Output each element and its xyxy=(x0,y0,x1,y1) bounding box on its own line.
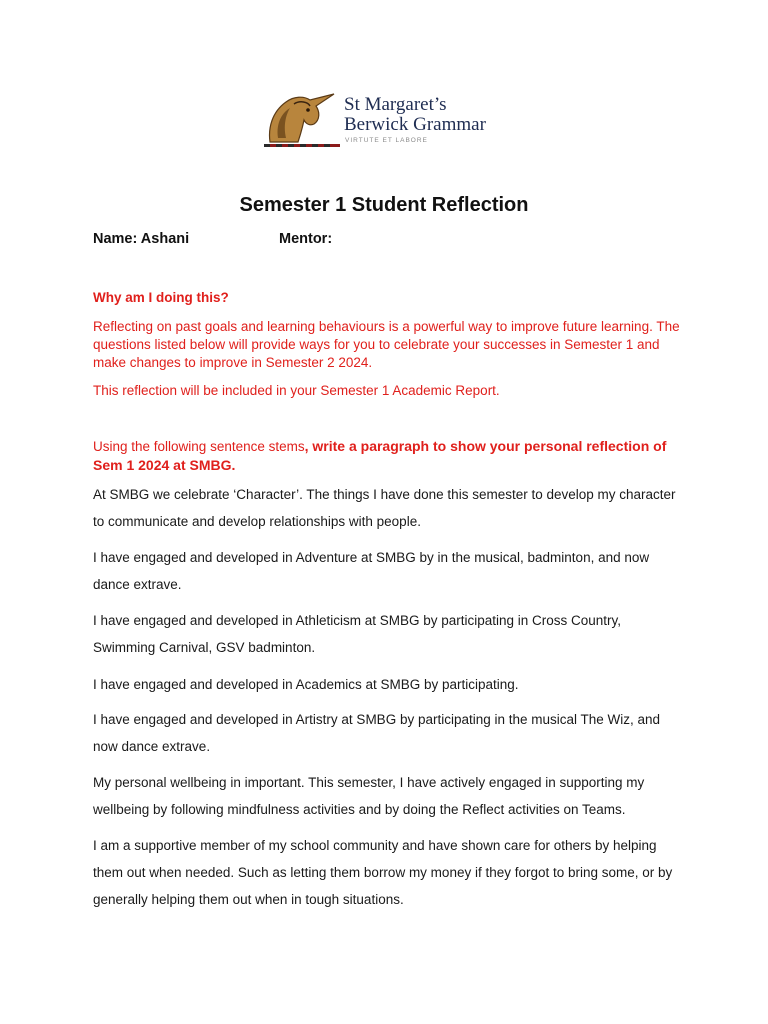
reflection-wellbeing: My personal wellbeing in important. This semester, I have actively engaged in supporting my wellbeing by following mindfulness activities and by doing the Reflect activities on Teams. xyxy=(93,775,645,817)
intro-report-note: This reflection will be included in your Semester 1 Academic Report. xyxy=(93,383,500,398)
reflection-artistry: I have engaged and developed in Artistry at SMBG by participating in the musical The Wiz, and now dance extrave. xyxy=(93,712,661,754)
reflection-community: I am a supportive member of my school community and have shown care for others by helping them out when needed. Such as letting them borrow my money if they forgot to bring some, or by generally helping them out when in tough situations. xyxy=(93,838,673,907)
logo-school-name-line1: St Margaret’s xyxy=(344,94,447,115)
why-heading: Why am I doing this? xyxy=(93,290,229,305)
reflection-academics: I have engaged and developed in Academics at SMBG by participating. xyxy=(93,677,519,692)
student-name-label: Name: Ashani xyxy=(93,231,190,247)
reflection-character: At SMBG we celebrate ‘Character’. The things I have done this semester to develop my character to communicate and develop relationships with people. xyxy=(93,487,676,529)
mentor-label: Mentor: xyxy=(279,231,333,247)
logo-school-name-line2: Berwick Grammar xyxy=(344,114,486,135)
logo-motto: VIRTUTE ET LABORE xyxy=(345,137,428,144)
reflection-athleticism: I have engaged and developed in Athleticism at SMBG by participating in Cross Country, Swimming Carnival, GSV badminton. xyxy=(93,613,622,655)
instruction-paragraph xyxy=(93,437,683,475)
school-logo xyxy=(264,90,509,152)
intro-paragraph: Reflecting on past goals and learning behaviours is a powerful way to improve future learning. The questions listed below will provide ways for you to celebrate your successes in Semester 1 and make changes to improve in Semester 2 2024. xyxy=(93,319,680,370)
instruction-prefix: Using the following sentence stems xyxy=(93,439,305,454)
reflection-adventure: I have engaged and developed in Adventure at SMBG by in the musical, badminton, and now dance extrave. xyxy=(93,550,650,592)
document-title: Semester 1 Student Reflection xyxy=(239,194,529,216)
instruction-bold: , write a paragraph to show your personal reflection of Sem 1 2024 at SMBG. xyxy=(93,438,667,473)
unicorn-crest-icon xyxy=(264,90,340,150)
